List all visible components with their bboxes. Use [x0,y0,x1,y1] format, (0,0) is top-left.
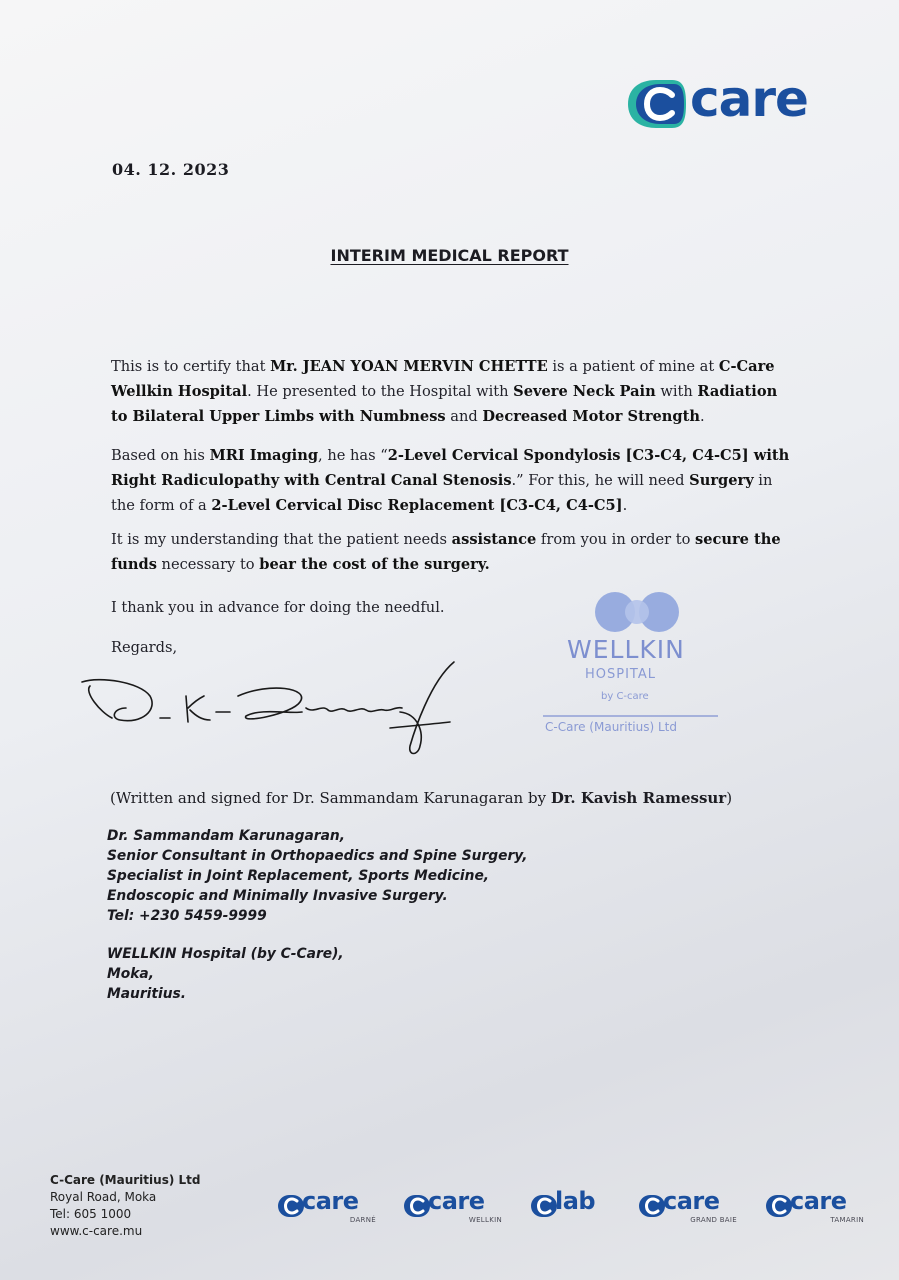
paragraph-diagnosis [111,443,791,518]
text-run: from you in order to [536,531,695,548]
ccare-mark-icon [404,1194,430,1218]
text-run: . [622,497,628,514]
text-run: . [699,408,705,425]
bold-text-run: secure the funds [111,531,781,573]
stamp-hospital-label: HOSPITAL [585,667,657,682]
text-run: and [445,408,483,425]
bold-text-run: Surgery [689,472,754,489]
bold-text-run: Radiation to Bilateral Upper Limbs with Numbness [111,383,778,425]
doctor-name: Dr. Sammandam Karunagaran, [107,828,345,844]
footer-logo-tamarin: care TAMARIN [766,1190,864,1230]
ccare-mark-icon [639,1194,665,1218]
text-run: , he has “ [318,447,388,464]
bold-text-run: assistance [451,531,537,548]
bold-text-run: MRI Imaging [209,447,319,464]
wellkin-logo-icon [591,590,687,634]
footer-logo-wellkin: care WELLKIN [404,1190,502,1230]
text-run: I thank you in advance for doing the needful. [111,599,445,616]
bold-text-run: 2-Level Cervical Spondylosis [C3-C4, C4-C5] with Right Radiculopathy with Central Canal Stenosis [111,447,790,489]
stamp-company: C-Care (Mauritius) Ltd [545,720,677,734]
footer-address [50,1172,200,1240]
bold-text-run: Severe Neck Pain [513,383,656,400]
hospital-name: WELLKIN Hospital (by C-Care), [107,946,344,962]
report-title: INTERIM MEDICAL REPORT [330,246,569,265]
text-run: in the form of a [111,472,773,514]
footer-company: C-Care (Mauritius) Ltd [50,1173,201,1187]
text-run: This is to certify that [111,358,271,375]
hospital-town: Moka, [107,966,154,982]
report-date: 04. 12. 2023 [112,160,230,179]
bold-text-run: Mr. JEAN YOAN MERVIN CHETTE [270,358,548,375]
stamp-hospital-name: WELLKIN [567,635,685,664]
doctor-specialty-cont: Endoscopic and Minimally Invasive Surgery. [107,888,448,904]
doctor-details [107,826,527,926]
text-run: is a patient of mine at [547,358,719,375]
text-run: necessary to [156,556,260,573]
doctor-title: Senior Consultant in Orthopaedics and Spine Surgery, [107,848,528,864]
text-run: Based on his [111,447,210,464]
doctor-tel: Tel: +230 5459-9999 [107,908,267,924]
ccare-mark-icon [531,1194,557,1218]
footer-street: Royal Road, Moka [50,1190,157,1204]
paragraph-certification [111,354,791,429]
paragraph-assistance [111,527,791,577]
ccare-logo-mark-icon [622,76,688,132]
ccare-logo [622,70,837,134]
ccare-mark-icon [278,1194,304,1218]
hospital-country: Mauritius. [107,986,186,1002]
text-run: . He presented to the Hospital with [247,383,514,400]
text-run: Regards, [111,639,178,656]
stamp-divider [543,715,718,717]
text-run: It is my understanding that the patient needs [111,531,452,548]
bold-text-run: 2-Level Cervical Disc Replacement [C3-C4, C4-C5] [211,497,623,514]
footer-logo-darne: care DARNÉ [278,1190,376,1230]
bold-text-run: bear the cost of the surgery. [259,556,490,573]
footer-logo-clab: lab [531,1190,611,1230]
footer-logo-grand-baie: care GRAND BAIE [639,1190,737,1230]
text-run: .” For this, he will need [511,472,690,489]
signing-doctor-name: Dr. Kavish Ramessur [550,789,727,807]
ccare-logo-word: care [690,70,808,128]
footer-website: www.c-care.mu [50,1224,143,1238]
stamp-by-ccare: by C-care [601,691,649,702]
doctor-specialty: Specialist in Joint Replacement, Sports Medicine, [107,868,490,884]
handwritten-signature [70,652,470,762]
bold-text-run: Decreased Motor Strength [482,408,700,425]
footer-tel: Tel: 605 1000 [50,1207,132,1221]
written-signed-note: (Written and signed for Dr. Sammandam Karunagaran by Dr. Kavish Ramessur) [110,789,733,807]
hospital-stamp [535,590,735,750]
text-run: with [655,383,698,400]
ccare-mark-icon [766,1194,792,1218]
bold-text-run: C-Care Wellkin Hospital [111,358,775,400]
hospital-address [107,944,344,1004]
